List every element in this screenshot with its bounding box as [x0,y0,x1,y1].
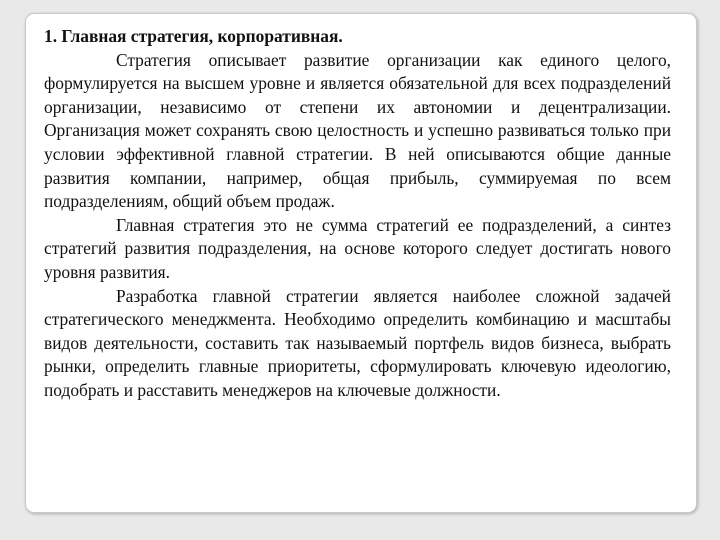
paragraph-strategy-synthesis: Главная стратегия это не сумма стратегий ее подразделений, а синтез стратегий развития подразделения, на основе которого следует достигать нового уровня развития. [44,214,671,282]
paragraph-strategy-development: Разработка главной стратегии является наиболее сложной задачей стратегического менеджмента. Необходимо определить комбинацию и масштабы видов деятельности, составить так называемый портфель видов бизнеса, выбрать рынки, определить главные приоритеты, сформулировать ключевую идеологию, подобрать и расставить менеджеров на ключевые должности. [44,285,671,400]
document-body [44,25,671,403]
section-heading: 1. Главная стратегия, корпоративная. [44,26,343,46]
paragraph-strategy-definition: Стратегия описывает развитие организации как единого целого, формулируется на высшем уровне и является обязательной для всех подразделений организации, независимо от степени их автономии и децентрализации. Организация может сохранять свою целостность и успешно развиваться только при условии эффективной главной стратегии. В ней описываются общие данные развития компании, например, общая прибыль, суммируемая по всем подразделениям, общий объем продаж. [44,49,671,212]
